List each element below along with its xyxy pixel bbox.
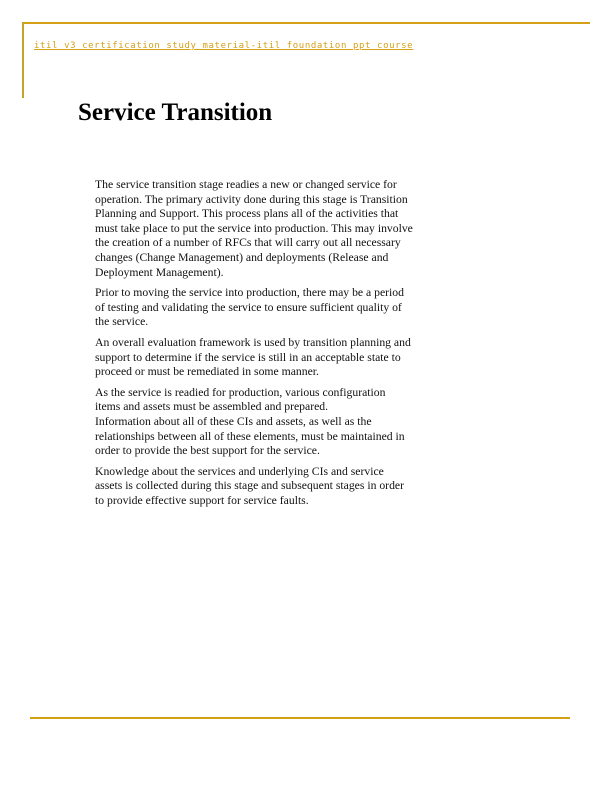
paragraph: Prior to moving the service into production, there may be a period of testing and validating the service to ensure sufficient quality of the service.: [95, 286, 404, 329]
paragraph: An overall evaluation framework is used by transition planning and support to determine if the service is still in an acceptable state to proceed or must be remediated in some manner.: [95, 335, 411, 379]
paragraph: Knowledge about the services and underlying CIs and service assets is collected during this stage and subsequent stages in order to provide effective support for service faults.: [95, 464, 404, 507]
footer-rule: [30, 717, 570, 719]
page-title: Service Transition: [78, 99, 273, 126]
header-link[interactable]: itil v3 certification study material-itil foundation ppt course: [34, 41, 414, 51]
paragraph: The service transition stage readies a new or changed service for operation. The primary activity done during this stage is Transition Planning and Support. This process plans all of the activities that must take place to put the service into production. This may involve the creation of a number of RFCs that will carry out all necessary changes (Change Management) and deployments (Release and Deployment Management).: [95, 178, 413, 279]
body-text: [95, 178, 413, 514]
header-rule: [22, 22, 590, 24]
paragraph: As the service is readied for production, various configuration items and assets must be assembled and prepared.: [95, 385, 386, 414]
header-left-rule: [22, 22, 24, 98]
paragraph: Information about all of these CIs and assets, as well as the relationships between all of these elements, must be maintained in order to provide the best support for the service.: [95, 414, 405, 458]
